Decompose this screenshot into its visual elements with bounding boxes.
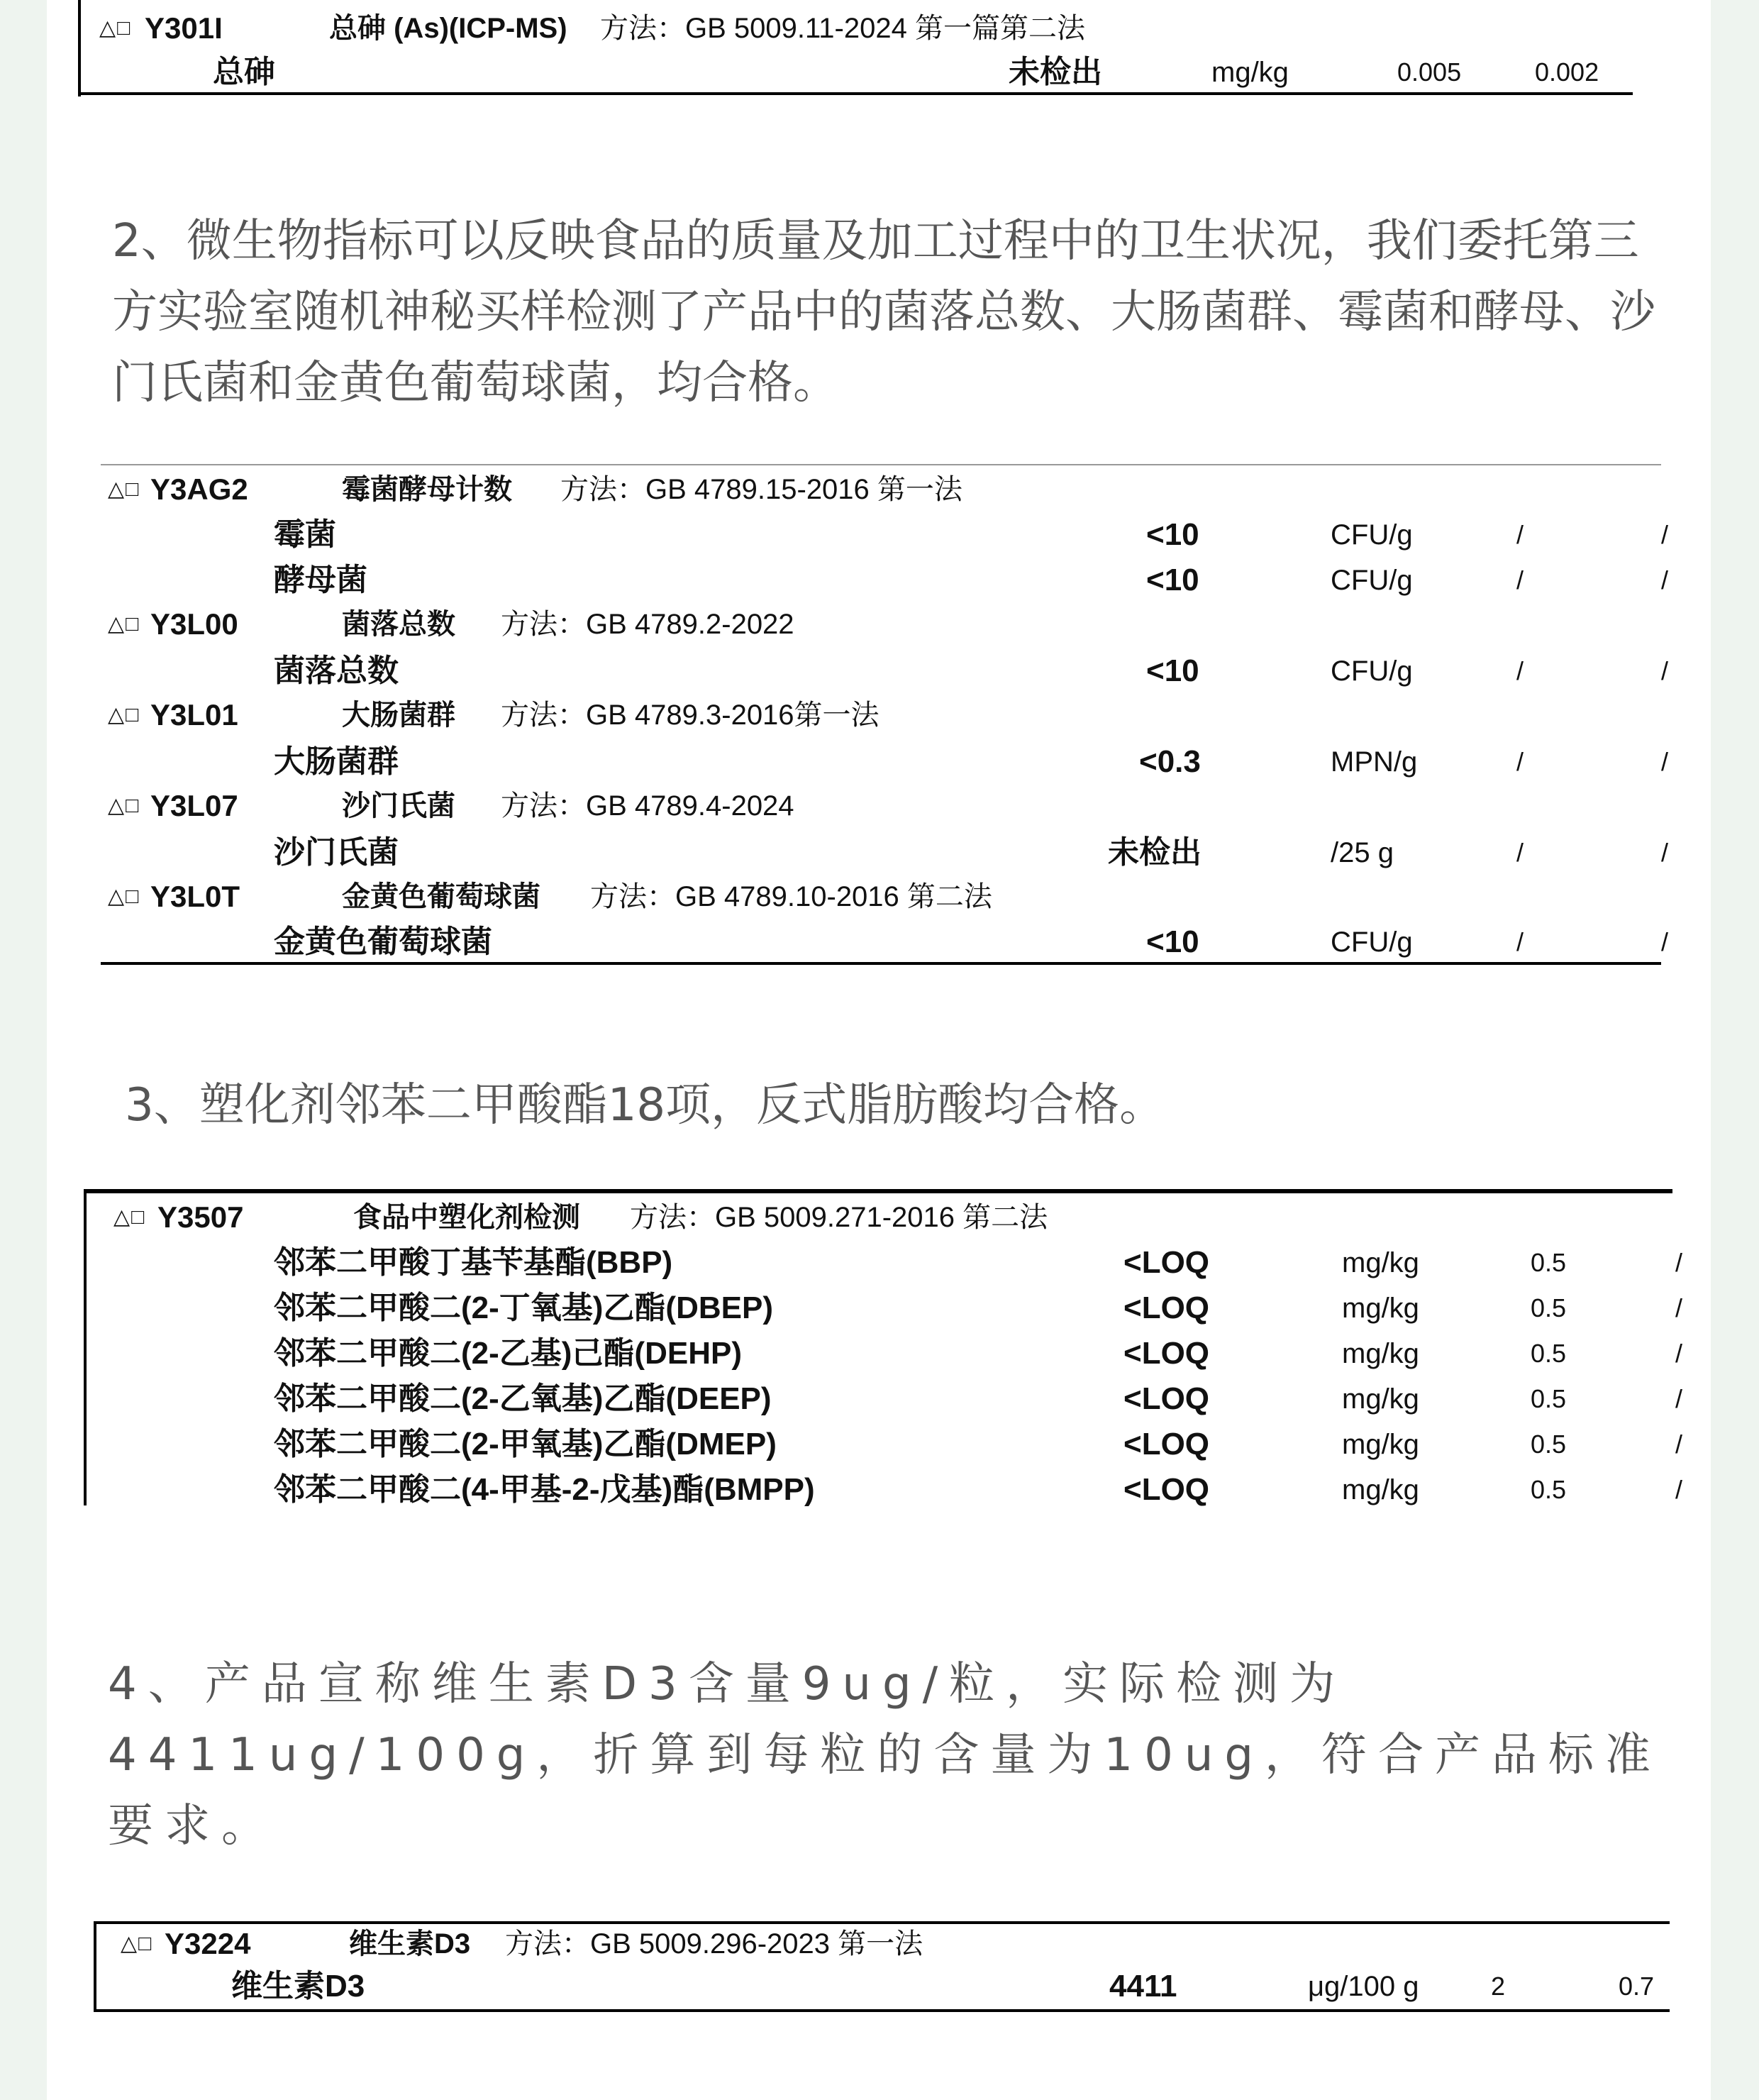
- test-method: 方法：GB 5009.11-2024 第一篇第二法: [600, 13, 1085, 44]
- item-col-2: /: [1661, 838, 1669, 867]
- item-unit: mg/kg: [1211, 57, 1289, 88]
- item-unit: CFU/g: [1331, 927, 1413, 958]
- test-method: 方法：GB 4789.4-2024: [501, 790, 794, 822]
- test-method: 方法：GB 4789.10-2016 第二法: [590, 881, 992, 912]
- item-col-2: /: [1661, 747, 1669, 776]
- item-name: 金黄色葡萄球菌: [274, 924, 492, 959]
- test-header-row: [78, 7, 1674, 50]
- item-result: <LOQ: [1123, 1336, 1210, 1371]
- test-method: 方法：GB 5009.296-2023 第一法: [505, 1928, 923, 1960]
- item-result: <10: [1146, 924, 1199, 959]
- item-name: 邻苯二甲酸二(2-乙基)己酯(DEHP): [274, 1336, 742, 1371]
- item-result: <LOQ: [1123, 1245, 1210, 1280]
- item-col-1: /: [1516, 520, 1524, 549]
- item-col-1: /: [1516, 838, 1524, 867]
- report-table-vitamin-d3: [94, 1921, 1670, 2012]
- item-col-2: /: [1661, 927, 1669, 956]
- test-title: 霉菌酵母计数: [342, 474, 512, 505]
- item-name: 菌落总数: [274, 653, 399, 688]
- item-result: <0.3: [1139, 744, 1201, 779]
- table-top-rule: [84, 1189, 1672, 1193]
- item-result: <LOQ: [1123, 1291, 1210, 1325]
- result-row: [78, 51, 1674, 94]
- item-name: 邻苯二甲酸二(4-甲基-2-戊基)酯(BMPP): [274, 1472, 815, 1507]
- test-title: 食品中塑化剂检测: [353, 1202, 580, 1233]
- result-row: [84, 1332, 1683, 1375]
- item-col-2: /: [1661, 520, 1669, 549]
- item-name: 邻苯二甲酸二(2-乙氧基)乙酯(DEEP): [274, 1381, 772, 1416]
- result-row: [84, 1378, 1683, 1420]
- item-name: 总砷: [213, 55, 275, 89]
- result-row: [84, 1469, 1683, 1511]
- item-result: 未检出: [1108, 835, 1202, 870]
- test-code: Y3AG2: [150, 472, 248, 506]
- item-col-1: 0.5: [1531, 1293, 1567, 1322]
- test-title: 总砷 (As)(ICP-MS): [329, 13, 567, 44]
- item-name: 邻苯二甲酸二(2-甲氧基)乙酯(DMEP): [274, 1427, 777, 1461]
- test-header-row: [94, 1923, 1670, 1965]
- method-mark-icon: △□: [108, 885, 140, 908]
- report-table-microbiology: [101, 464, 1669, 965]
- item-result: <LOQ: [1123, 1427, 1210, 1461]
- item-result: <LOQ: [1123, 1472, 1210, 1507]
- test-title: 沙门氏菌: [342, 790, 455, 822]
- item-name: 霉菌: [274, 517, 336, 552]
- test-code: Y3L00: [150, 607, 238, 641]
- item-col-1: /: [1516, 927, 1524, 956]
- item-unit: mg/kg: [1342, 1474, 1419, 1505]
- item-col-1: 0.5: [1531, 1475, 1567, 1504]
- test-title: 菌落总数: [342, 609, 455, 640]
- item-unit: mg/kg: [1342, 1293, 1419, 1324]
- method-mark-icon: △□: [108, 703, 140, 726]
- method-mark-icon: △□: [108, 612, 140, 636]
- method-mark-icon: △□: [99, 16, 132, 40]
- item-unit: MPN/g: [1331, 746, 1418, 778]
- item-col-1: 0.5: [1531, 1248, 1567, 1277]
- item-unit: CFU/g: [1331, 519, 1413, 551]
- test-header-row: [101, 785, 1661, 827]
- item-name: 大肠菌群: [274, 744, 399, 779]
- item-col-2: /: [1661, 656, 1669, 685]
- test-title: 金黄色葡萄球菌: [342, 881, 540, 912]
- method-mark-icon: △□: [108, 794, 140, 817]
- item-name: 酵母菌: [274, 563, 367, 597]
- item-unit: mg/kg: [1342, 1338, 1419, 1369]
- result-row: [84, 1242, 1683, 1284]
- item-result: <10: [1146, 517, 1199, 552]
- test-code: Y301I: [145, 11, 223, 45]
- item-col-1: /: [1516, 565, 1524, 595]
- item-col-1: 2: [1491, 1972, 1506, 2001]
- report-table-plasticizers: [84, 1189, 1683, 1508]
- table-top-rule: [101, 464, 1661, 465]
- item-col-2: /: [1675, 1248, 1683, 1277]
- item-lod: 0.005: [1397, 57, 1462, 87]
- table-bottom-rule: [78, 92, 1633, 95]
- item-name: 邻苯二甲酸二(2-丁氧基)乙酯(DBEP): [274, 1291, 773, 1325]
- result-row: [94, 1965, 1670, 2008]
- result-row: [101, 831, 1669, 874]
- item-unit: mg/kg: [1342, 1383, 1419, 1415]
- item-col-2: /: [1675, 1430, 1683, 1459]
- result-row: [84, 1423, 1683, 1466]
- test-title: 大肠菌群: [342, 700, 455, 731]
- item-loq: 0.002: [1535, 57, 1599, 87]
- result-row: [101, 921, 1669, 963]
- item-result: 4411: [1109, 1969, 1177, 2004]
- item-col-2: /: [1675, 1475, 1683, 1504]
- item-col-2: 0.7: [1619, 1972, 1655, 2001]
- test-method: 方法：GB 4789.3-2016第一法: [501, 700, 880, 731]
- item-unit: CFU/g: [1331, 565, 1413, 596]
- paragraph-vitamin-d3: 4、产品宣称维生素D3含量9ug/粒，实际检测为4411ug/100g，折算到每粒的含量为10ug，符合产品标准要求。: [108, 1658, 1663, 1852]
- item-result: 未检出: [1009, 55, 1102, 89]
- report-table-arsenic: [78, 0, 1674, 99]
- item-col-1: 0.5: [1531, 1430, 1567, 1459]
- test-title: 维生素D3: [349, 1928, 471, 1960]
- test-code: Y3507: [157, 1200, 244, 1234]
- paragraph-plasticizers: 3、塑化剂邻苯二甲酸酯18项，反式脂肪酸均合格。: [125, 1079, 1165, 1132]
- item-col-1: /: [1516, 747, 1524, 776]
- item-unit: mg/kg: [1342, 1429, 1419, 1460]
- result-row: [84, 1287, 1683, 1330]
- item-col-2: /: [1661, 565, 1669, 595]
- test-header-row: [101, 603, 1661, 646]
- item-result: <10: [1146, 653, 1199, 688]
- test-method: 方法：GB 5009.271-2016 第二法: [630, 1202, 1048, 1233]
- item-name: 维生素D3: [231, 1969, 365, 2004]
- item-col-1: /: [1516, 656, 1524, 685]
- item-col-2: /: [1675, 1384, 1683, 1413]
- item-unit: CFU/g: [1331, 656, 1413, 687]
- test-header-row: [101, 694, 1661, 736]
- item-unit: /25 g: [1331, 837, 1394, 868]
- method-mark-icon: △□: [113, 1205, 146, 1229]
- test-header-row: [101, 468, 1661, 511]
- item-unit: μg/100 g: [1308, 1971, 1419, 2002]
- test-method: 方法：GB 4789.2-2022: [501, 609, 794, 640]
- method-mark-icon: △□: [121, 1932, 153, 1955]
- test-code: Y3L01: [150, 698, 238, 731]
- paragraph-microbiology: 2、微生物指标可以反映食品的质量及加工过程中的卫生状况，我们委托第三方实验室随机神秘买样检测了产品中的菌落总数、大肠菌群、霉菌和酵母、沙门氏菌和金黄色葡萄球菌，均合格。: [112, 215, 1655, 409]
- result-row: [101, 741, 1669, 783]
- test-header-row: [84, 1196, 1672, 1239]
- item-name: 沙门氏菌: [274, 835, 399, 870]
- result-row: [101, 650, 1669, 692]
- item-col-1: 0.5: [1531, 1384, 1567, 1413]
- test-header-row: [101, 875, 1661, 918]
- item-col-2: /: [1675, 1339, 1683, 1368]
- table-bottom-rule: [101, 962, 1661, 965]
- page: [47, 0, 1711, 2100]
- test-code: Y3L0T: [150, 880, 240, 913]
- test-code: Y3L07: [150, 789, 238, 822]
- item-col-1: 0.5: [1531, 1339, 1567, 1368]
- item-result: <LOQ: [1123, 1381, 1210, 1416]
- item-unit: mg/kg: [1342, 1247, 1419, 1278]
- test-method: 方法：GB 4789.15-2016 第一法: [560, 474, 962, 505]
- result-row: [101, 514, 1669, 556]
- method-mark-icon: △□: [108, 477, 140, 501]
- item-name: 邻苯二甲酸丁基苄基酯(BBP): [274, 1245, 673, 1280]
- test-code: Y3224: [165, 1927, 251, 1960]
- table-bottom-rule: [94, 2009, 1670, 2012]
- result-row: [101, 559, 1669, 602]
- item-result: <10: [1146, 563, 1199, 597]
- item-col-2: /: [1675, 1293, 1683, 1322]
